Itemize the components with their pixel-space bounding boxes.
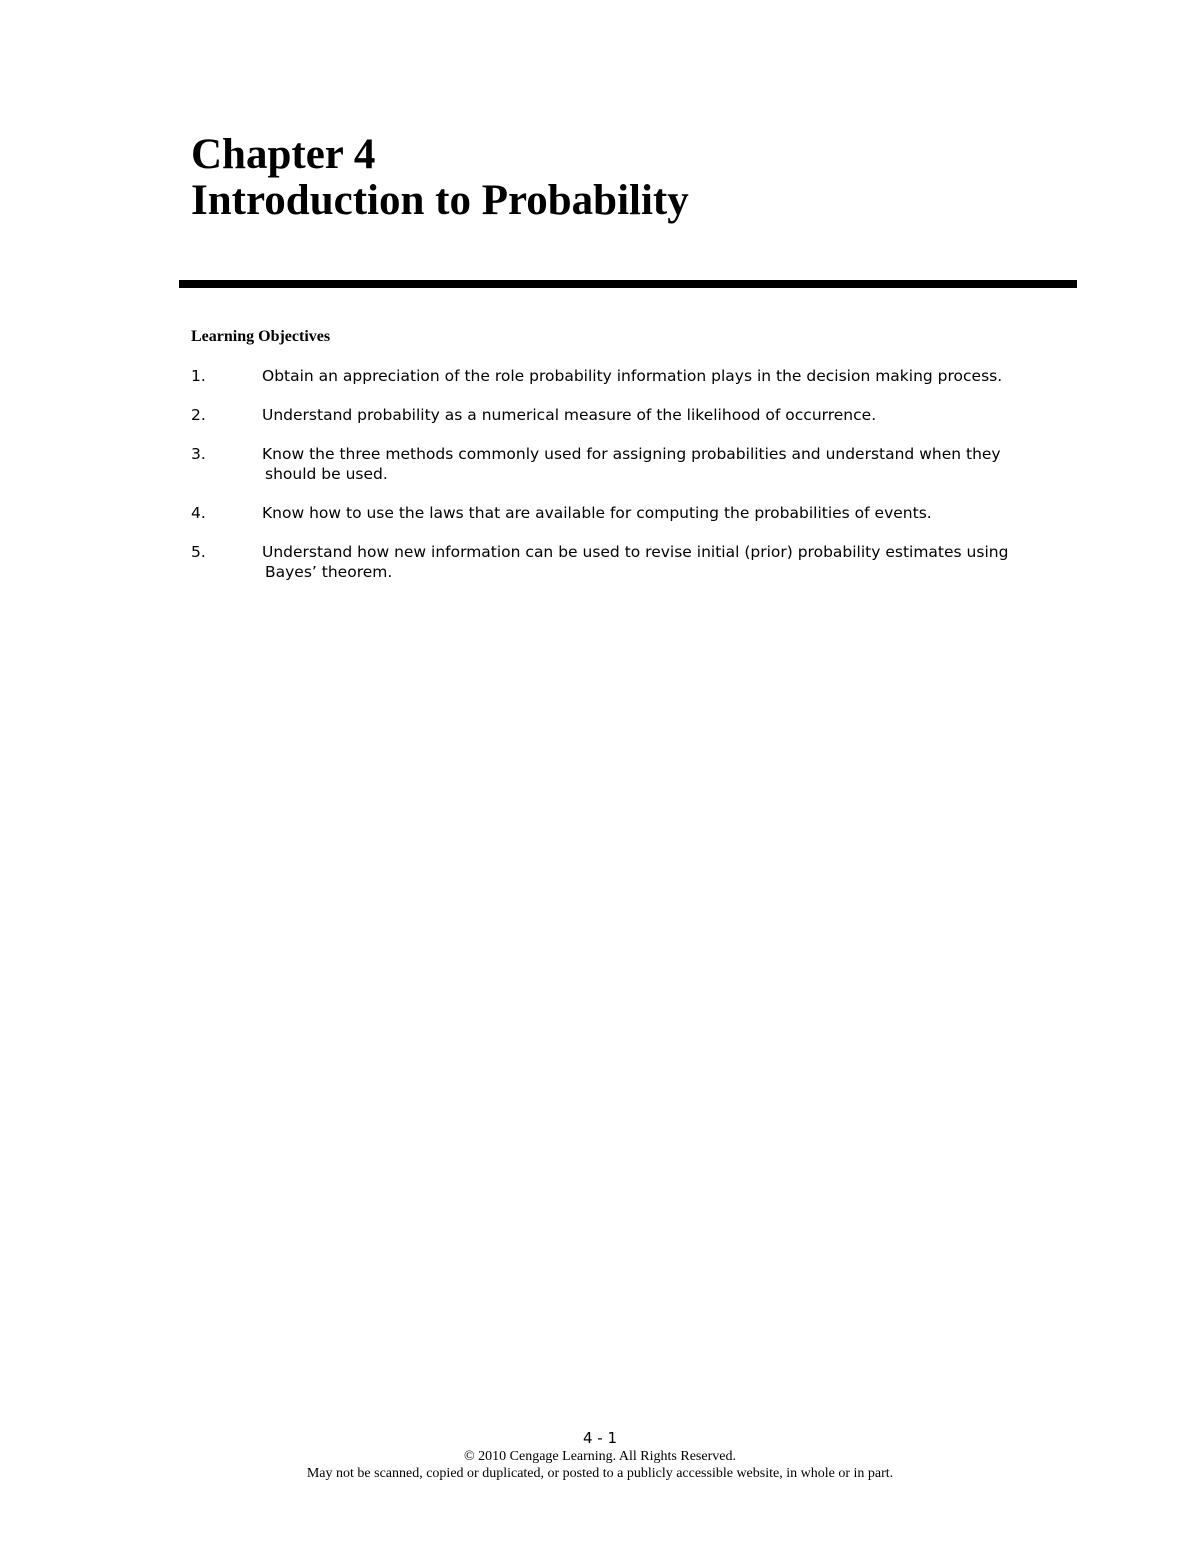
objective-text: Understand probability as a numerical measure of the likelihood of occurrence. [262, 406, 877, 424]
usage-notice: May not be scanned, copied or duplicated, or posted to a publicly accessible website, in whole or in part. [306, 1466, 894, 1481]
objective-number: 2. [191, 406, 206, 424]
objective-number: 3. [191, 445, 206, 463]
page-number: 4 - 1 [582, 1429, 618, 1447]
objective-number: 4. [191, 504, 206, 522]
objective-text: Know the three methods commonly used for assigning probabilities and understand when they [262, 445, 1001, 463]
chapter-number: Chapter 4 [191, 131, 376, 178]
copyright-notice: © 2010 Cengage Learning. All Rights Reserved. [464, 1449, 736, 1464]
objective-item [191, 542, 1051, 582]
page-footer [0, 1428, 1200, 1482]
heading-divider [179, 280, 1077, 288]
objective-number: 1. [191, 367, 206, 385]
objective-text: Obtain an appreciation of the role probability information plays in the decision making process. [262, 367, 1003, 385]
objective-number: 5. [191, 543, 206, 561]
objective-item [191, 503, 1051, 523]
objective-text-continuation: Bayes’ theorem. [265, 563, 393, 581]
chapter-heading [191, 132, 689, 224]
objective-text: Understand how new information can be used to revise initial (prior) probability estimates using [262, 543, 1009, 561]
learning-objectives-list [191, 366, 1051, 601]
objective-item [191, 444, 1051, 484]
objective-text-continuation: should be used. [265, 465, 388, 483]
objective-item [191, 405, 1051, 425]
objective-text: Know how to use the laws that are available for computing the probabilities of events. [262, 504, 932, 522]
objective-item [191, 366, 1051, 386]
chapter-title: Introduction to Probability [191, 177, 689, 224]
learning-objectives-heading: Learning Objectives [191, 328, 331, 345]
